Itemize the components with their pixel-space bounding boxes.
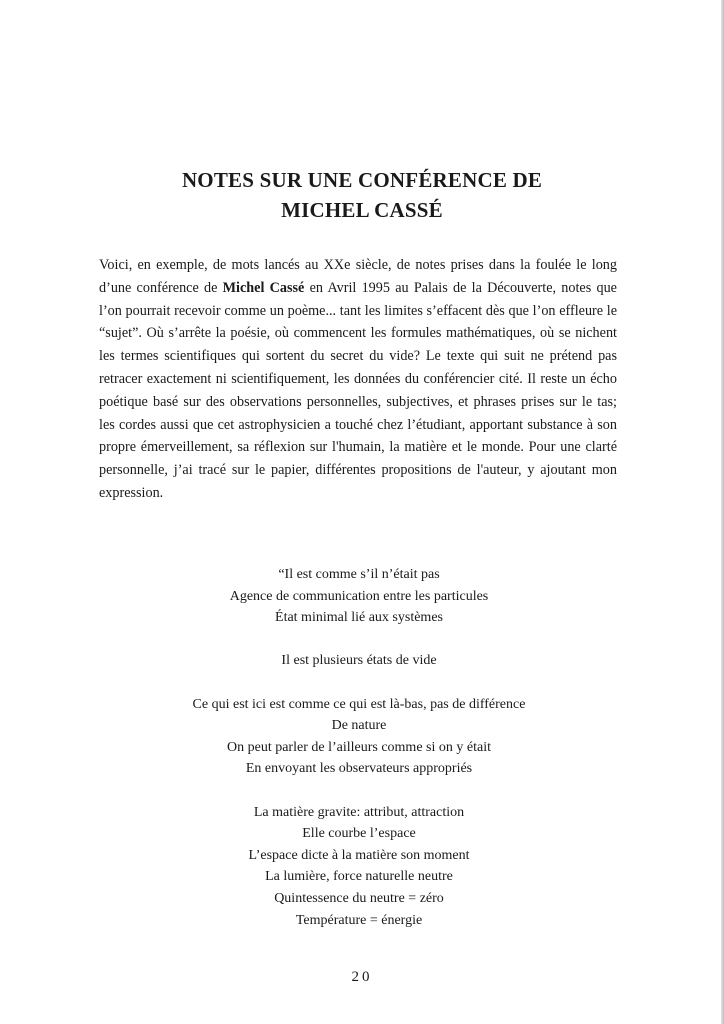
poem-line: Température = énergie — [295, 912, 423, 928]
intro-text-part-2: en Avril 1995 au Palais de la Découverte, notes que l’on pourrait recevoir comme un poème... tant les limites s’effacent dès que l’on effleure le “sujet”. Où s’arrête la poésie, où commencent les formules mathématiques, où se nichent les termes scientifiques qui sortent du secret du vide? Le texte qui suit ne prétend pas retracer exactement ni scientifiquement, les données du conférencier cité. Il reste un écho poétique basé sur des observations personnelles, subjectives, et phrases prises sur le tas; les cordes aussi que cet astrophysicien a touché chez l’étudiant, apportant substance à son propre émerveillement, sa réflexion sur l'humain, la matière et le monde. Pour une clarté personnelle, j’ai tracé sur le papier, différentes propositions de l'auteur, y ajoutant mon expression. — [99, 279, 617, 501]
poem-line: Il est plusieurs états de vide — [281, 653, 437, 669]
poem-line: “Il est comme s’il n’était pas — [278, 567, 440, 582]
poem-stanza-2 — [100, 650, 618, 672]
poem-line: La matière gravite: attribut, attraction — [253, 804, 465, 820]
poem-line: Elle courbe l’espace — [302, 826, 416, 842]
poem-line: La lumière, force naturelle neutre — [265, 869, 453, 885]
intro-text-part-1: Voici, en exemple, de mots lancés au XXe siècle, de notes prises dans la foulée le long d’une conférence de — [99, 257, 617, 296]
poem-line: État minimal lié aux systèmes — [275, 610, 443, 626]
poem-line: De nature — [331, 718, 387, 734]
poem-line: En envoyant les observateurs appropriés — [245, 761, 473, 777]
intro-paragraph — [99, 254, 617, 505]
poem-stanza-4 — [100, 802, 618, 932]
poem-line: L’espace dicte à la matière son moment — [248, 847, 470, 863]
poem — [100, 564, 618, 953]
poem-line: Quintessence du neutre = zéro — [274, 890, 444, 906]
page-number: 20 — [351, 969, 373, 985]
poem-line: Ce qui est ici est comme ce qui est là-bas, pas de différence — [192, 696, 526, 712]
poem-line: On peut parler de l’ailleurs comme si on y était — [227, 739, 491, 755]
poem-stanza-1 — [100, 564, 618, 629]
poem-line: Agence de communication entre les particules — [229, 588, 489, 604]
title-line-1: NOTES SUR UNE CONFÉRENCE DE — [181, 168, 543, 192]
intro-text — [99, 254, 617, 505]
poem-stanza-3 — [100, 694, 618, 780]
title-line-2: MICHEL CASSÉ — [281, 198, 443, 222]
page-title — [60, 165, 664, 225]
speaker-name: Michel Cassé — [222, 279, 305, 296]
